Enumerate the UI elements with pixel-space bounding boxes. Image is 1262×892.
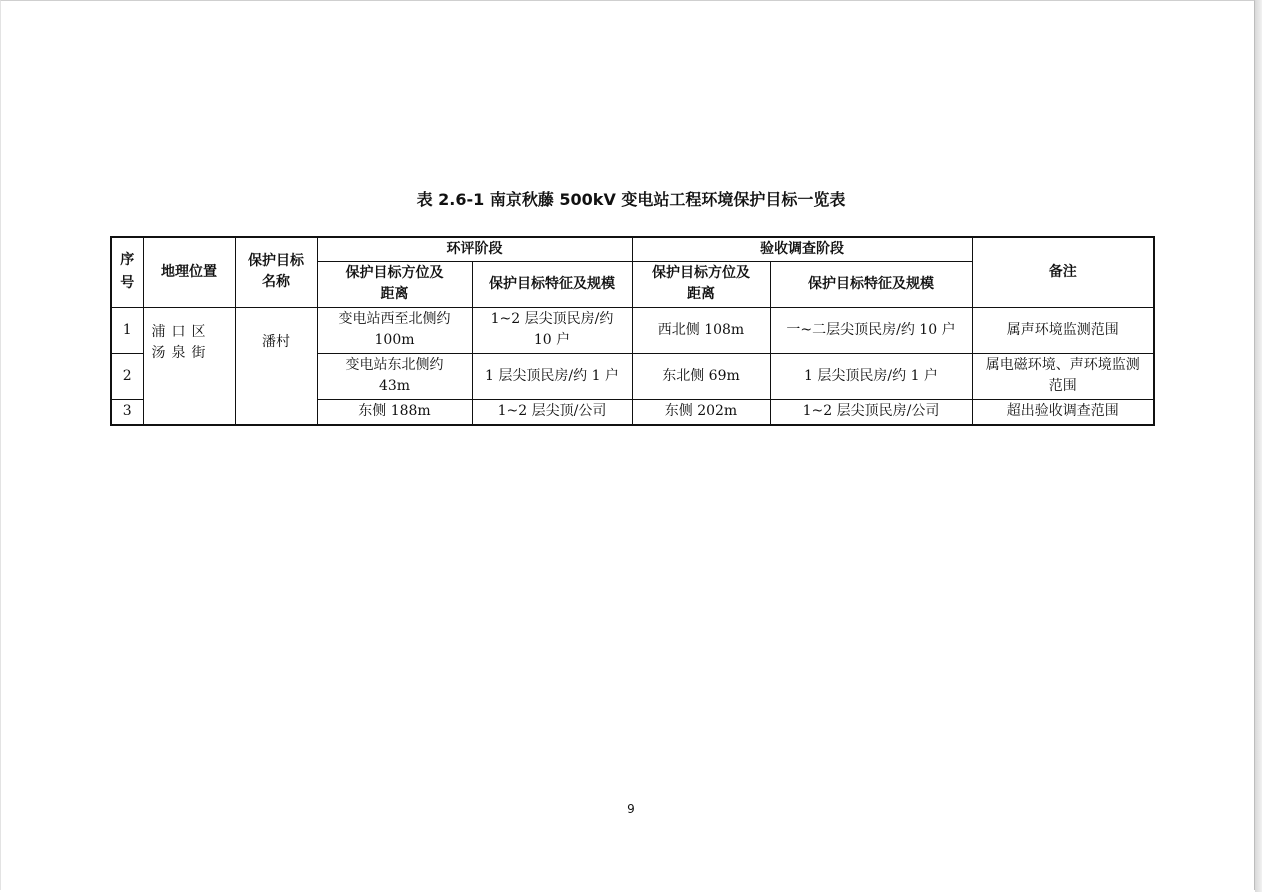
header-acc-features: 保护目标特征及规模 [770,261,972,307]
row-seq: 2 [111,353,143,399]
header-eia-stage: 环评阶段 [317,237,632,261]
page-number: 9 [627,802,635,816]
header-eia-direction: 保护目标方位及距离 [317,261,472,307]
acc-features-cell: 1~2 层尖顶民房/公司 [770,399,972,425]
protection-targets-table [110,236,1155,426]
eia-features-cell: 1~2 层尖顶民房/约10 户 [472,307,632,353]
header-seq: 序号 [111,237,143,307]
header-acc-direction: 保护目标方位及距离 [632,261,770,307]
remarks-cell: 超出验收调查范围 [972,399,1154,425]
acc-features-cell: 一~二层尖顶民房/约 10 户 [770,307,972,353]
header-remarks: 备注 [972,237,1154,307]
header-target-name: 保护目标名称 [235,237,317,307]
location-cell: 浦口区汤泉街 [143,307,235,425]
eia-direction-cell: 变电站东北侧约43m [317,353,472,399]
header-acceptance-stage: 验收调查阶段 [632,237,972,261]
eia-features-cell: 1~2 层尖顶/公司 [472,399,632,425]
page-edge-shadow [1255,0,1262,892]
acc-direction-cell: 东侧 202m [632,399,770,425]
table-row [111,307,1154,353]
acc-direction-cell: 西北侧 108m [632,307,770,353]
header-location: 地理位置 [143,237,235,307]
table-caption: 表 2.6-1 南京秋藤 500kV 变电站工程环境保护目标一览表 [416,190,846,209]
remarks-cell: 属声环境监测范围 [972,307,1154,353]
eia-direction-cell: 东侧 188m [317,399,472,425]
target-name-cell: 潘村 [235,307,317,425]
header-eia-features: 保护目标特征及规模 [472,261,632,307]
header-row-1 [111,237,1154,261]
acc-direction-cell: 东北侧 69m [632,353,770,399]
row-seq: 1 [111,307,143,353]
remarks-cell: 属电磁环境、声环境监测范围 [972,353,1154,399]
row-seq: 3 [111,399,143,425]
eia-direction-cell: 变电站西至北侧约100m [317,307,472,353]
acc-features-cell: 1 层尖顶民房/约 1 户 [770,353,972,399]
eia-features-cell: 1 层尖顶民房/约 1 户 [472,353,632,399]
